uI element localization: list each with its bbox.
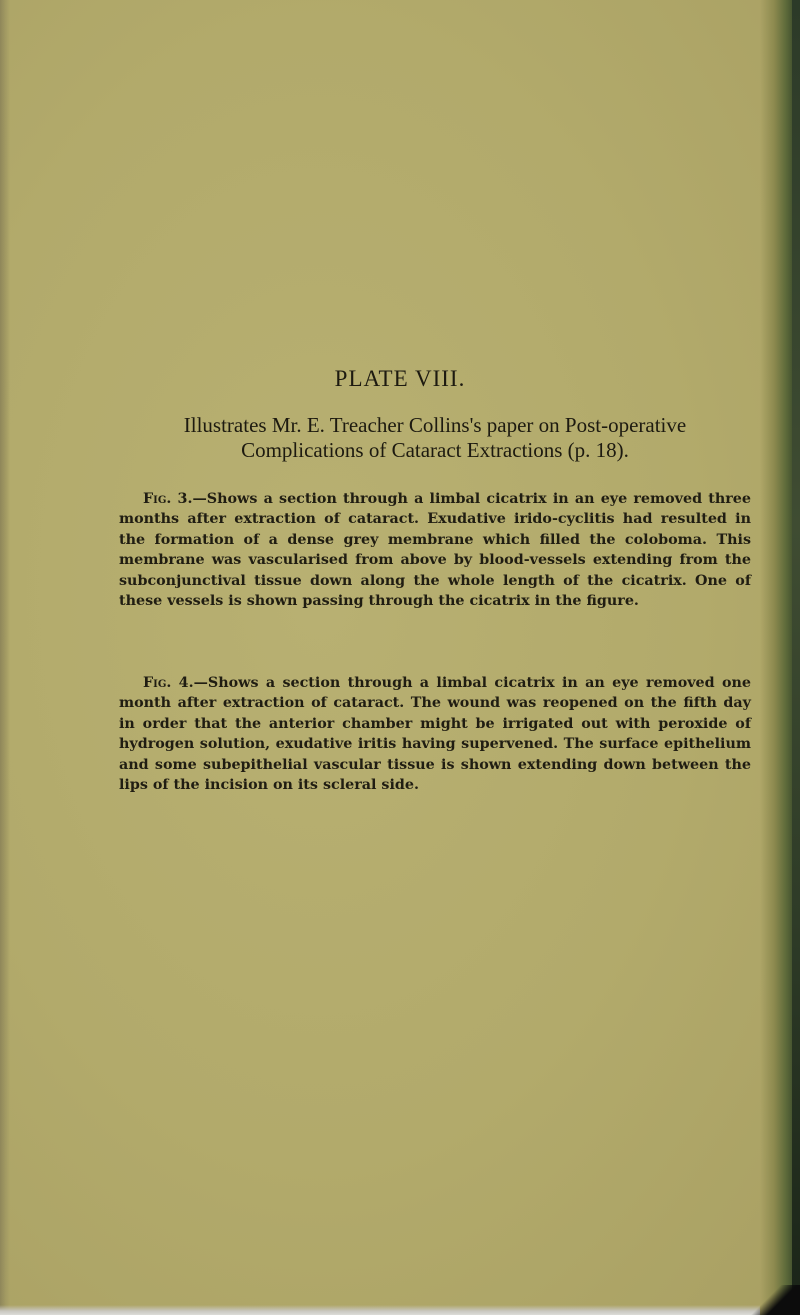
figure-4-description [119, 673, 751, 795]
bottom-page-edge [0, 1305, 760, 1315]
figure-3-description [119, 489, 751, 611]
plate-title: PLATE VIII. [334, 366, 466, 391]
figure-4-text: —Shows a section through a limbal cicatrix in an eye removed one month after extraction of cataract. The wound was reopened on the fifth day in order that the anterior chamber might be irrigated out with peroxide of hydrogen solution, exudative iritis having supervened. The surface epithelium and some subepithelial vascular tissue is shown extending down between the lips of the incision on its scleral side. [119, 675, 751, 794]
plate-caption [118, 413, 752, 463]
figure-4-label: Fig. 4. [143, 675, 194, 691]
figure-3-label: Fig. 3. [143, 491, 193, 507]
figure-3-text: —Shows a section through a limbal cicatrix in an eye removed three months after extraction of cataract. Exudative irido-cyclitis had resulted in the formation of a dense grey membrane which filled the coloboma. This membrane was vascularised from above by blood-vessels extending from the subconjunctival tissue down along the whole length of the cicatrix. One of these vessels is shown passing through the cicatrix in the figure. [119, 491, 751, 610]
caption-line-2: Complications of Cataract Extractions (p. 18). [241, 438, 629, 462]
caption-line-1: Illustrates Mr. E. Treacher Collins's paper on Post-operative [183, 413, 687, 437]
left-page-edge [0, 0, 10, 1315]
bottom-corner-shadow [748, 1285, 800, 1315]
right-binding-edge [792, 0, 800, 1315]
